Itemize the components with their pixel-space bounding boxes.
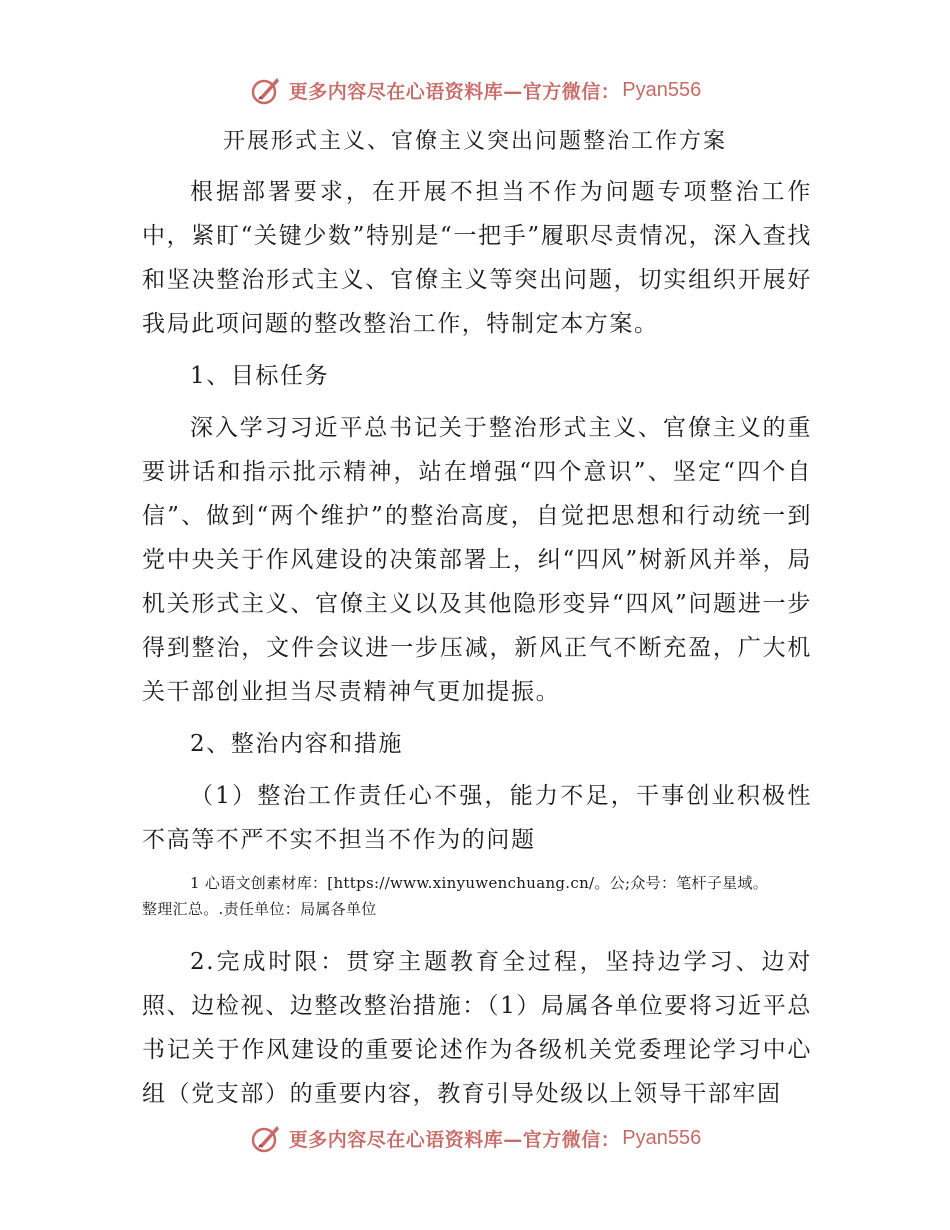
item-2-paragraph: 2.完成时限：贯穿主题教育全过程，坚持边学习、边对照、边检视、边整改整治措施：（1）局属各单位要将习近平总书记关于作风建设的重要论述作为各级机关党委理论学习中心组（党支部）的重要内容，教育引导处级以上领导干部牢固: [142, 949, 812, 1107]
quill-pen-icon: [249, 1121, 283, 1155]
watermark-text: 更多内容尽在心语资料库—官方微信：: [288, 80, 621, 103]
section-2-heading: 2、整治内容和措施: [190, 731, 404, 757]
section-1-body: 深入学习习近平总书记关于整治形式主义、官僚主义的重要讲话和指示批示精神，站在增强“四个意识”、坚定“四个自信”、做到“两个维护”的整治高度，自觉把思想和行动统一到党中央关于作风建设的决策部署上，纠“四风”树新风并举，局机关形式主义、官僚主义以及其他隐形变异“四风”问题进一步得到整治，文件会议进一步压减，新风正气不断充盈，广大机关干部创业担当尽责精神气更加提振。: [142, 415, 812, 705]
intro-paragraph: 根据部署要求，在开展不担当不作为问题专项整治工作中，紧盯“关键少数”特别是“一把手”履职尽责情况，深入查找和坚决整治形式主义、官僚主义等突出问题，切实组织开展好我局此项问题的整改整治工作，特制定本方案。: [142, 179, 812, 337]
document-body: [142, 170, 812, 1124]
footnote-line-1: 1 心语文创素材库：[https://www.xinyuwenchuang.cn/。公;众号：笔杆子星域。: [190, 874, 769, 892]
watermark-text: 更多内容尽在心语资料库—官方微信：: [288, 1128, 621, 1151]
watermark-banner-top: [0, 70, 950, 110]
item-1-paragraph: （1）整治工作责任心不强，能力不足，干事创业积极性不高等不严不实不担当不作为的问题: [142, 783, 812, 853]
watermark-wechat-id: Pyan556: [622, 78, 702, 101]
watermark-banner-bottom: [0, 1118, 950, 1158]
footnote: [142, 870, 812, 922]
document-title: 开展形式主义、官僚主义突出问题整治工作方案: [222, 129, 727, 154]
section-1-heading: 1、目标任务: [190, 363, 330, 389]
footnote-line-2: 整理汇总。.责任单位：局属各单位: [142, 900, 377, 918]
watermark-wechat-id: Pyan556: [622, 1126, 702, 1149]
quill-pen-icon: [249, 73, 283, 107]
